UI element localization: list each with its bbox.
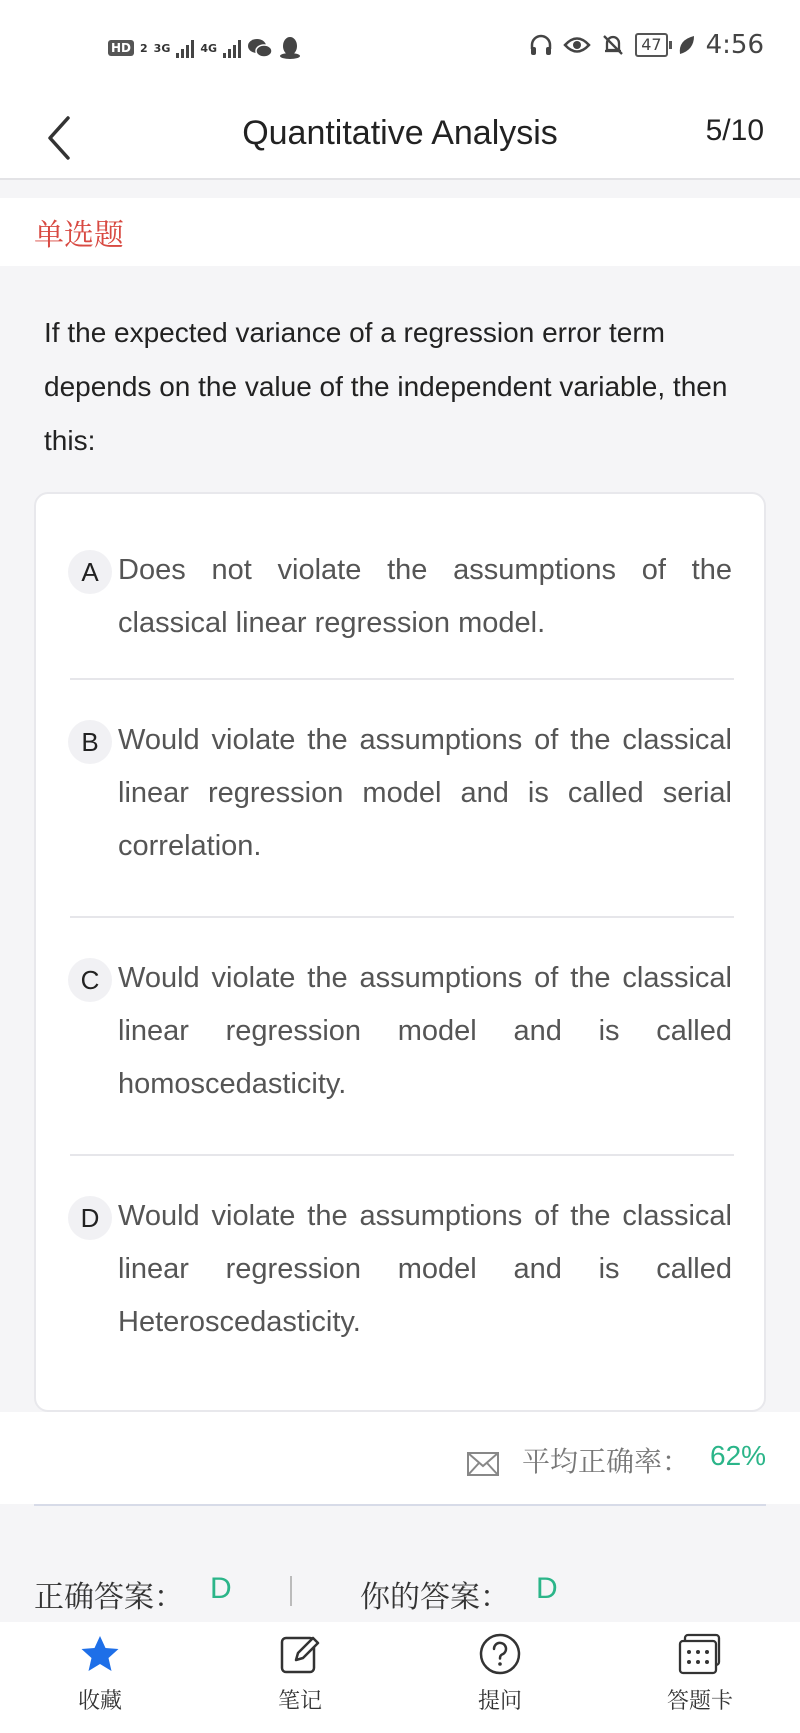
question-type-label: 单选题 — [34, 218, 124, 253]
eye-icon — [563, 34, 591, 56]
option-text: Would violate the assumptions of the classical linear regression model and is called homoscedasticity. — [118, 962, 732, 1100]
nav-ask[interactable] — [430, 1632, 570, 1715]
bottom-nav — [0, 1622, 800, 1733]
hd-badge: HD — [108, 40, 134, 56]
status-left — [108, 36, 301, 60]
accuracy-value: 62% — [710, 1440, 767, 1471]
correct-answer-label: 正确答案： — [34, 1580, 184, 1615]
network-3g-label: 3G — [153, 41, 171, 55]
nav-favorite-label: 收藏 — [77, 1689, 122, 1714]
network-4g-label: 4G — [200, 41, 218, 55]
mail-icon[interactable] — [466, 1450, 500, 1478]
nav-answer-card[interactable] — [630, 1632, 770, 1715]
option-a[interactable] — [68, 546, 732, 656]
app-header — [0, 96, 800, 180]
accuracy-row — [0, 1412, 800, 1504]
option-d[interactable] — [68, 1196, 732, 1356]
sim-slot-label: 2 — [140, 41, 148, 55]
wechat-icon — [247, 37, 273, 59]
qq-icon — [279, 36, 301, 60]
answer-separator — [290, 1576, 292, 1606]
nav-favorite[interactable] — [30, 1632, 170, 1715]
option-b[interactable] — [68, 720, 732, 880]
answer-card-icon — [676, 1632, 724, 1676]
leaf-icon — [678, 34, 696, 56]
status-right — [529, 30, 764, 60]
page-title: Quantitative Analysis — [242, 114, 558, 152]
options-card — [34, 492, 766, 1412]
battery-icon: 47 — [635, 33, 667, 57]
section-divider — [34, 1504, 766, 1506]
headphones-icon — [529, 33, 553, 57]
option-divider — [70, 678, 734, 680]
option-text: Would violate the assumptions of the classical linear regression model and is called Heteroscedasticity. — [118, 1200, 732, 1338]
signal-icon — [176, 38, 194, 58]
nav-notes[interactable] — [230, 1632, 370, 1715]
option-letter: D — [68, 1196, 112, 1240]
your-answer-label: 你的答案： — [360, 1580, 510, 1615]
your-answer-value: D — [536, 1572, 558, 1605]
option-c[interactable] — [68, 958, 732, 1118]
option-letter: B — [68, 720, 112, 764]
status-bar — [0, 0, 800, 96]
answers-row — [0, 1560, 800, 1626]
nav-ask-label: 提问 — [477, 1689, 522, 1714]
mute-bell-icon — [601, 33, 625, 57]
question-text: If the expected variance of a regression error term depends on the value of the independent variable, then this: — [44, 317, 728, 456]
signal-icon — [223, 38, 241, 58]
option-divider — [70, 1154, 734, 1156]
option-text: Does not violate the assumptions of the classical linear regression model. — [118, 554, 732, 639]
star-icon — [78, 1632, 122, 1676]
nav-answer-card-label: 答题卡 — [666, 1689, 733, 1714]
question-circle-icon — [478, 1632, 522, 1676]
option-letter: C — [68, 958, 112, 1002]
option-text: Would violate the assumptions of the classical linear regression model and is called serial correlation. — [118, 724, 732, 862]
correct-answer-value: D — [210, 1572, 232, 1605]
option-divider — [70, 916, 734, 918]
question-progress: 5/10 — [705, 114, 764, 147]
edit-note-icon — [278, 1632, 322, 1676]
question-type-row — [0, 198, 800, 266]
nav-notes-label: 笔记 — [277, 1689, 322, 1714]
accuracy-label: 平均正确率： — [522, 1445, 691, 1478]
status-time: 4:56 — [705, 30, 764, 60]
option-letter: A — [68, 550, 112, 594]
